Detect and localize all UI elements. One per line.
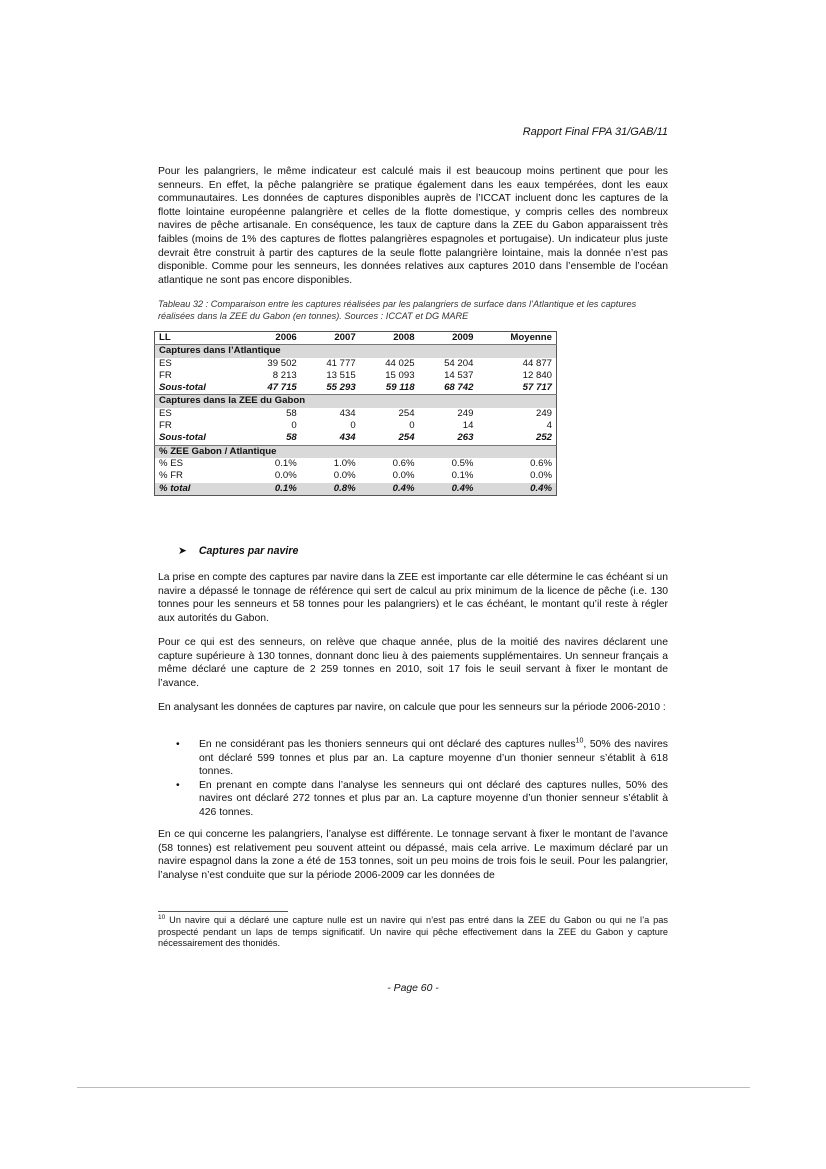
- table-caption: Tableau 32 : Comparaison entre les captures réalisées par les palangriers de surface dans l’Atlantique et les captures réalisées dans la ZEE du Gabon (en tonnes). Sources : ICCAT et DG MARE: [158, 299, 637, 321]
- footnote-reference[interactable]: 10: [575, 737, 584, 745]
- table-cell: 58: [286, 407, 297, 419]
- table-header-row: [155, 332, 557, 345]
- table-row: [155, 420, 557, 432]
- table-row: [155, 458, 557, 470]
- table-cell: 2008: [360, 332, 419, 345]
- section-label: % ZEE Gabon / Atlantique: [155, 445, 557, 458]
- table-row: [155, 470, 557, 482]
- table-subtotal-row: [155, 432, 557, 445]
- table-section-header: [155, 345, 557, 358]
- table-cell: 14 537: [444, 369, 474, 381]
- table-cell: 0.4%: [360, 483, 419, 496]
- list-item: [158, 779, 668, 820]
- table-section-header: [155, 445, 557, 458]
- table-cell: 4: [546, 420, 552, 432]
- table-cell: 1.0%: [333, 457, 356, 469]
- table-section-header: [155, 395, 557, 408]
- table-cell: 59 118: [385, 382, 415, 394]
- table-cell: 252: [535, 432, 552, 444]
- table-cell: FR: [159, 420, 172, 432]
- table-cell: 68 742: [444, 382, 474, 394]
- bullet-dot-icon: •: [176, 739, 180, 750]
- table-cell: 44 025: [385, 357, 415, 369]
- table-cell: Sous-total: [159, 432, 206, 444]
- page-bottom-divider: [77, 1087, 750, 1088]
- table-cell: 0.1%: [242, 483, 301, 496]
- table-cell: 41 777: [326, 357, 356, 369]
- table-cell: 434: [339, 407, 356, 419]
- page-number: - Page 60 -: [387, 983, 439, 994]
- section-label: Captures dans la ZEE du Gabon: [155, 395, 557, 408]
- table-cell: 2009: [419, 332, 478, 345]
- subheading-text: Captures par navire: [198, 545, 299, 557]
- table-cell: % ES: [159, 457, 183, 469]
- table-cell: 2007: [301, 332, 360, 345]
- table-cell: 0: [291, 420, 297, 432]
- table-cell: 57 717: [522, 382, 552, 394]
- table-cell: 2006: [242, 332, 301, 345]
- table-cell: 0.1%: [274, 457, 297, 469]
- table-cell: 0.0%: [333, 470, 356, 482]
- table-cell: 0: [350, 420, 356, 432]
- table-cell: 434: [339, 432, 356, 444]
- table-cell: 254: [398, 407, 415, 419]
- table-cell: 0.1%: [451, 470, 474, 482]
- arrow-bullet-icon: ➤: [178, 545, 187, 557]
- paragraph-longliners-indicator: Pour les palangriers, le même indicateur est calculé mais il est beaucoup moins pertinent que pour les senneurs. En effet, la pêche palangrière se pratique également dans les eaux tempérées, dont les eaux communautaires. Les données de captures disponibles auprès de l’ICCAT incluent donc les captures de la flotte lointaine européenne palangrière et celles de la flotte domestique, y compris celles des nombreux navires de pêche artisanale. En conséquence, les taux de capture dans la ZEE du Gabon apparaissent très faibles (moins de 1% des captures de flottes palangrières espagnoles et portugaise). Un indicateur plus juste devrait être construit à partir des captures de la seule flotte palangrière lointaine, mais la donnée n’est pas disponible. Comme pour les senneurs, les données relatives aux captures 2010 dans l’ensemble de l’océan atlantique ne sont pas encore disponibles.: [158, 166, 668, 286]
- table-cell: 0.0%: [530, 470, 552, 482]
- table-row: [155, 408, 557, 420]
- table-cell: LL: [155, 332, 242, 345]
- footnote-divider: [158, 911, 288, 912]
- bullet-text-start: En ne considérant pas les thoniers senneurs qui ont déclaré des captures nulles: [199, 739, 576, 750]
- table-cell: 0.4%: [419, 483, 478, 496]
- table-cell: 12 840: [522, 369, 552, 381]
- table-cell: 47 715: [267, 382, 297, 394]
- bullet-dot-icon: •: [176, 779, 180, 791]
- table-cell: Moyenne: [477, 332, 556, 345]
- table-cell: 0.8%: [301, 483, 360, 496]
- bullet-list: [158, 738, 668, 820]
- table-cell: 55 293: [326, 382, 356, 394]
- section-label: Captures dans l’Atlantique: [155, 345, 557, 358]
- table-subtotal-row: [155, 382, 557, 395]
- table-row: [155, 358, 557, 370]
- table-cell: 0.6%: [392, 457, 415, 469]
- report-header: Rapport Final FPA 31/GAB/11: [522, 126, 668, 138]
- catch-comparison-table: [154, 331, 557, 496]
- table-cell: 15 093: [385, 369, 415, 381]
- table-cell: 54 204: [444, 357, 474, 369]
- bullet-text: En prenant en compte dans l’analyse les senneurs qui ont déclaré des captures nulles, 50% des navires ont déclaré 272 tonnes et plus par an. La capture moyenne d’un thonier senneur s’établit à 426 tonnes.: [199, 779, 668, 818]
- table-cell: 0: [409, 420, 415, 432]
- table-cell: Sous-total: [159, 382, 206, 394]
- table-cell: % FR: [159, 470, 183, 482]
- table-cell: 44 877: [522, 357, 552, 369]
- table-cell: 14: [462, 420, 474, 432]
- table-cell: ES: [159, 407, 172, 419]
- table-cell: 58: [286, 432, 297, 444]
- footnote-text: Un navire qui a déclaré une capture nulle est un navire qui n’est pas entré dans la ZEE du Gabon ou qui ne l’a pas prospecté pendant un laps de temps significatif. Un navire qui pêche effectivement dans la ZEE du Gabon y capture nécessairement des thonidés.: [158, 915, 668, 949]
- bullet-text-end: , 50% des navires ont déclaré 599 tonnes et plus par an. La capture moyenne d’un thonier senneur s’établit à 618 tonnes.: [199, 739, 668, 778]
- list-item: [158, 738, 668, 779]
- table-cell: 263: [457, 432, 474, 444]
- table-cell: 13 515: [326, 369, 356, 381]
- table-cell: % total: [155, 483, 242, 496]
- paragraph-captures-navire: La prise en compte des captures par navire dans la ZEE est importante car elle détermine le cas échéant si un navire a dépassé le tonnage de référence qui sert de calcul au prix minimum de la licence de pêche (i.e. 130 tonnes pour les senneurs et 58 tonnes pour les palangriers) et le cas échéant, le montant qu’il reste à régler aux autorités du Gabon.: [158, 572, 668, 624]
- table-cell: 0.0%: [274, 470, 297, 482]
- table-cell: 0.4%: [477, 483, 556, 496]
- table-cell: 8 213: [272, 369, 297, 381]
- table-cell: FR: [159, 369, 172, 381]
- table-cell: 254: [398, 432, 415, 444]
- footnote: [158, 915, 668, 950]
- table-row: [155, 370, 557, 382]
- paragraph-palangriers: En ce qui concerne les palangriers, l’analyse est différente. Le tonnage servant à fixer le montant de l’avance (58 tonnes) est relativement peu souvent atteint ou dépassé, mais cela arrive. Le maximum déclaré par un navire espagnol dans la zone a été de 153 tonnes, soit un peu moins de trois fois le seuil. Pour les palangrier, l’analyse n’est conduite que sur la période 2006-2009 car les données de: [158, 829, 668, 881]
- table-total-row: [155, 483, 557, 496]
- table-cell: 39 502: [267, 357, 297, 369]
- table-cell: ES: [159, 357, 172, 369]
- footnote-number: 10: [158, 913, 166, 921]
- subheading-captures-par-navire: [178, 545, 298, 557]
- table-cell: 0.5%: [451, 457, 474, 469]
- table-cell: 249: [535, 407, 552, 419]
- paragraph-senneurs: Pour ce qui est des senneurs, on relève que chaque année, plus de la moitié des navires déclarent une capture supérieure à 130 tonnes, donnant donc lieu à des paiements supplémentaires. Un senneur français a même déclaré une capture de 2 259 tonnes en 2010, soit 17 fois le seuil servant à fixer le montant de l’avance.: [158, 637, 668, 689]
- paragraph-analyse: En analysant les données de captures par navire, on calcule que pour les senneurs sur la période 2006-2010 :: [158, 702, 666, 713]
- table-cell: 249: [457, 407, 474, 419]
- table-cell: 0.0%: [392, 470, 415, 482]
- table-cell: 0.6%: [530, 457, 552, 469]
